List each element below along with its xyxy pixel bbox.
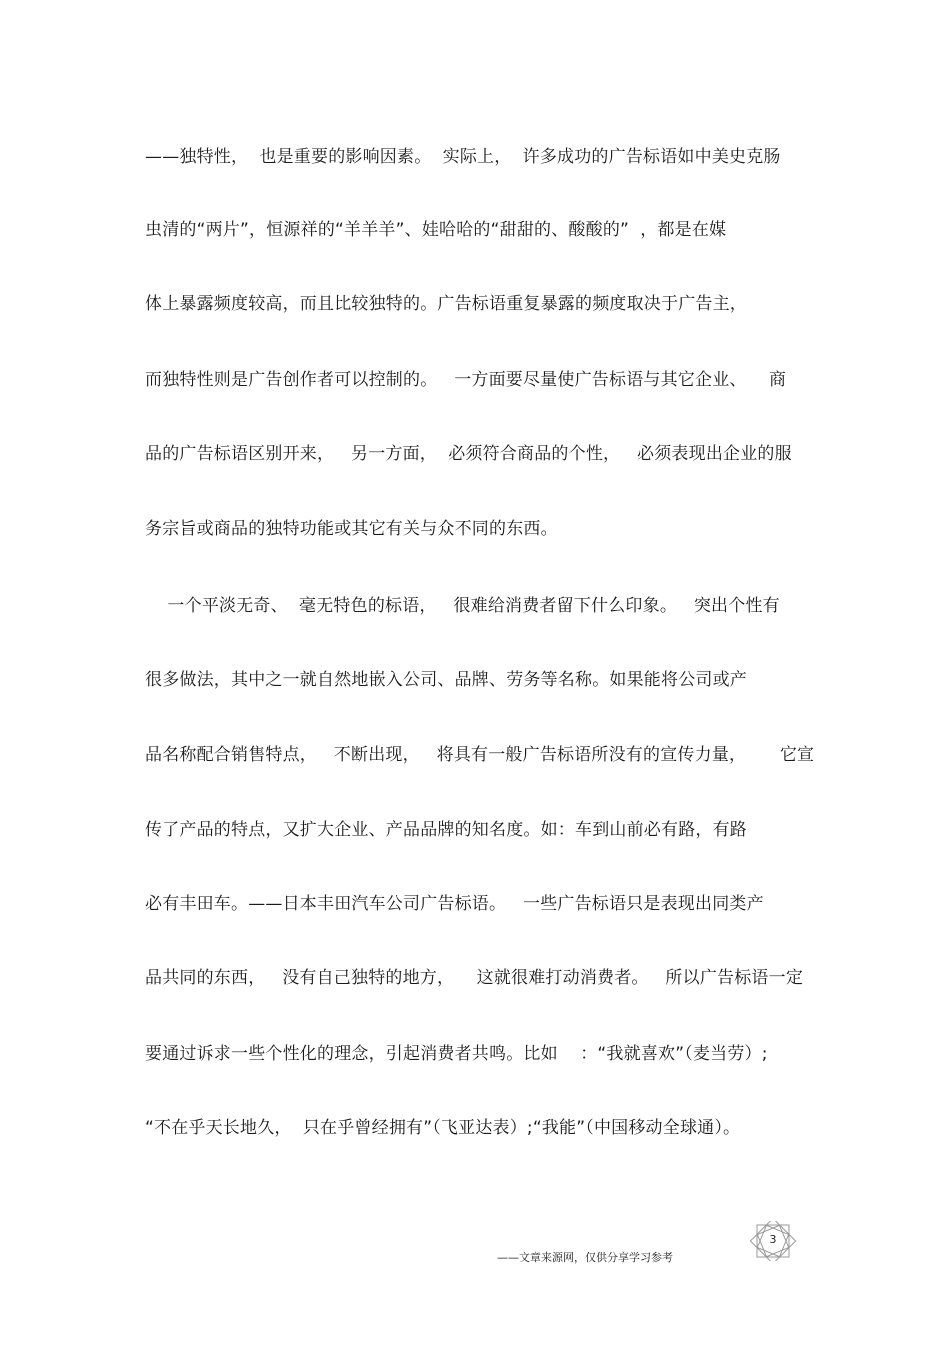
body-line-12: 品共同的东西， 没有自己独特的地方， 这就很难打动消费者。 所以广告标语一定 <box>145 968 804 988</box>
body-line-6: 务宗旨或商品的独特功能或其它有关与众不同的东西。 <box>145 519 558 539</box>
body-line-3: 体上暴露频度较高，而且比较独特的。广告标语重复暴露的频度取决于广告主， <box>145 294 747 314</box>
body-line-11: 必有丰田车。——日本丰田汽车公司广告标语。 一些广告标语只是表现出同类产 <box>145 894 764 914</box>
body-line-2: 虫清的“两片”，恒源祥的“羊羊羊”、娃哈哈的“甜甜的、酸酸的” ，都是在媒 <box>145 220 727 240</box>
body-line-10: 传了产品的特点，又扩大企业、产品品牌的知名度。如：车到山前必有路，有路 <box>145 820 747 840</box>
body-line-5: 品的广告标语区别开来， 另一方面， 必须符合商品的个性， 必须表现出企业的服 <box>145 444 792 464</box>
body-line-4: 而独特性则是广告创作者可以控制的。 一方面要尽量使广告标语与其它企业、 商 <box>145 370 787 390</box>
body-line-14: “不在乎天长地久， 只在乎曾经拥有”（飞亚达表）;“我能”（中国移动全球通）。 <box>145 1118 741 1138</box>
body-line-9: 品名称配合销售特点， 不断出现， 将具有一般广告标语所没有的宣传力量， 它宣 <box>145 745 815 765</box>
source-note: ——文章来源网，仅供分享学习参考 <box>497 1251 673 1264</box>
body-line-1: ——独特性， 也是重要的影响因素。 实际上， 许多成功的广告标语如中美史克肠 <box>145 147 781 167</box>
page-number: 3 <box>769 1233 777 1246</box>
body-line-13: 要通过诉求一些个性化的理念，引起消费者共鸣。比如 ：“我就喜欢”（麦当劳）; <box>145 1044 768 1064</box>
body-line-8: 很多做法，其中之一就自然地嵌入公司、品牌、劳务等名称。如果能将公司或产 <box>145 670 747 690</box>
page-number-badge <box>749 1221 797 1261</box>
body-line-7: 一个平淡无奇、 毫无特色的标语， 很难给消费者留下什么印象。 突出个性有 <box>145 596 780 616</box>
